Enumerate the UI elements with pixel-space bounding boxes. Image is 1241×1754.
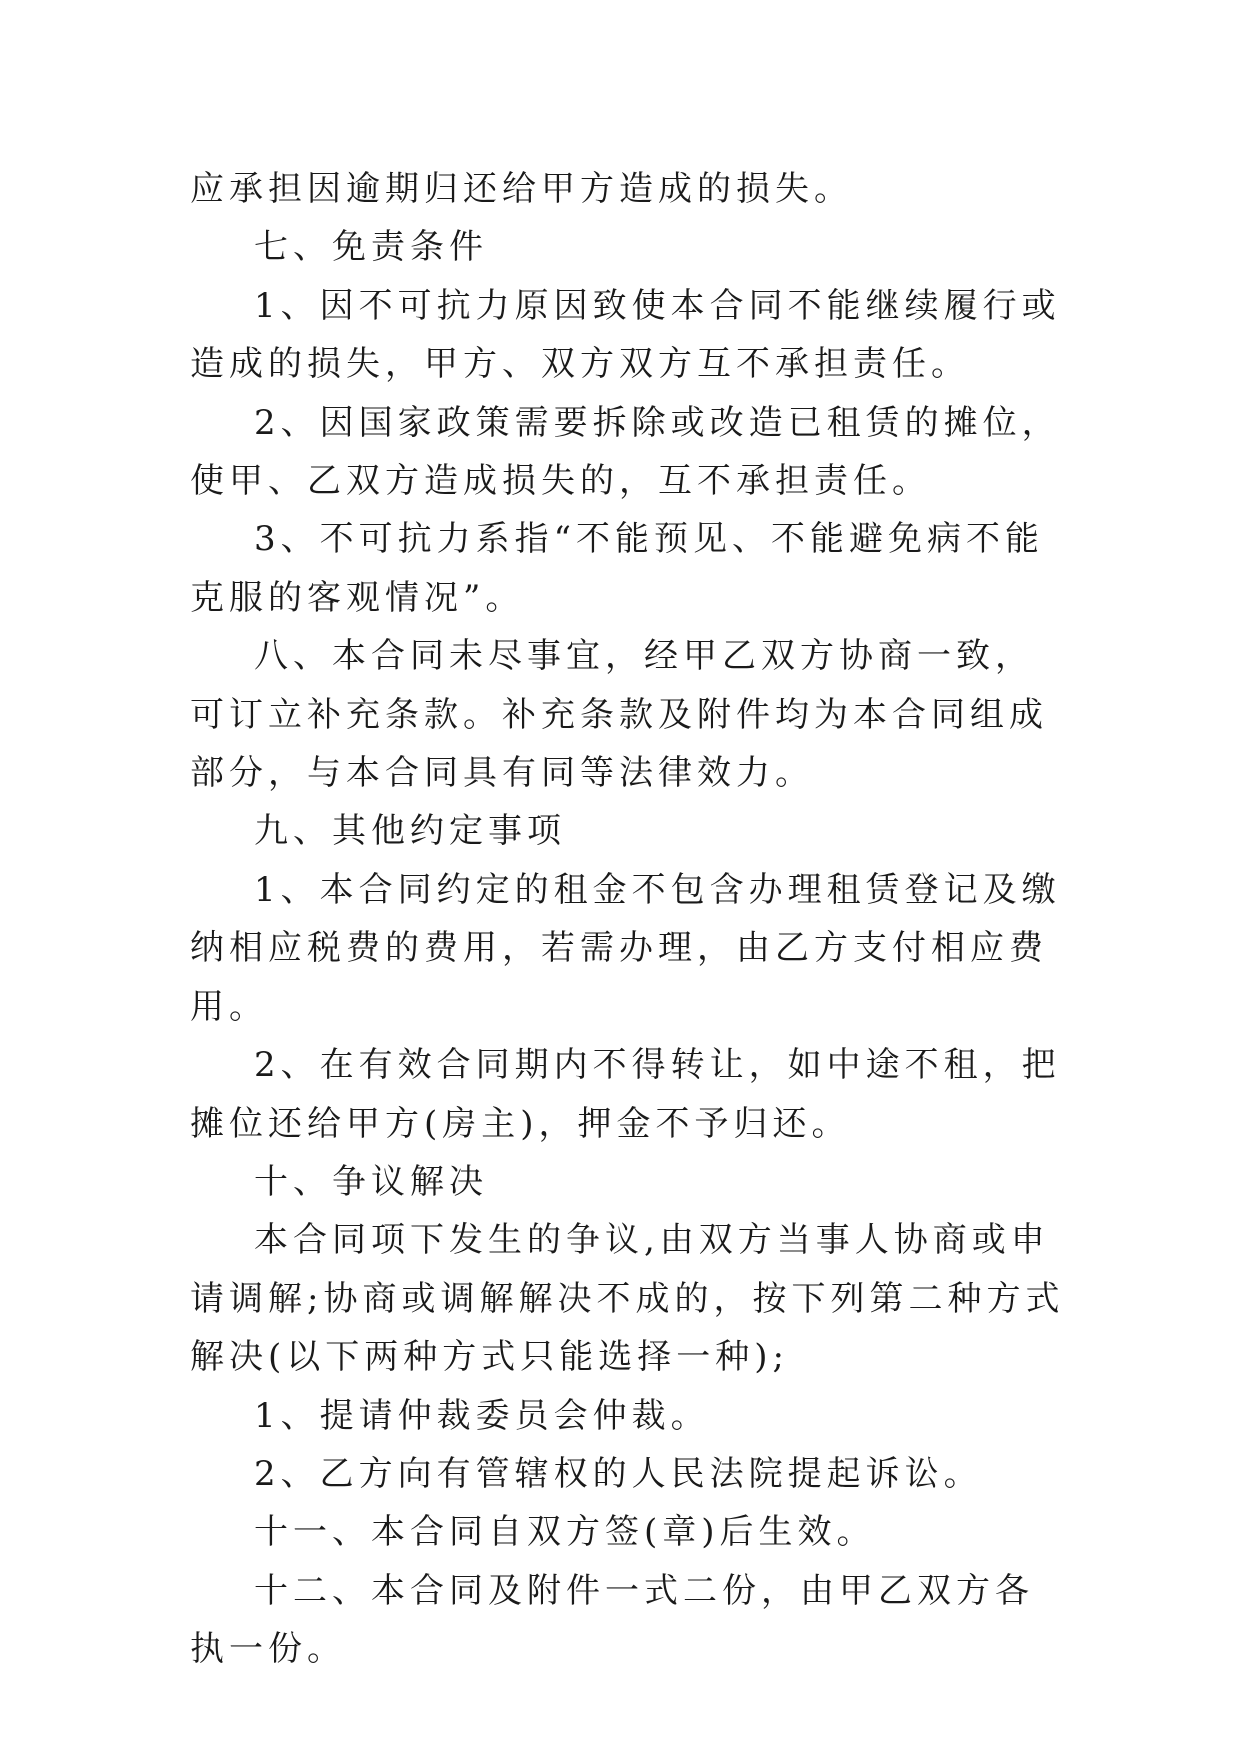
section-12: 十二、本合同及附件一式二份，由甲乙双方各执一份。 bbox=[190, 1570, 1034, 1670]
clause-7-2: 2、因国家政策需要拆除或改造已租赁的摊位，使甲、乙双方造成损失的，互不承担责任。 bbox=[190, 402, 1061, 502]
section-heading-9: 九、其他约定事项 bbox=[254, 811, 566, 852]
clause-9-1: 1、本合同约定的租金不包含办理租赁登记及缴纳相应税费的费用，若需办理，由乙方支付相应费用。 bbox=[190, 869, 1061, 1027]
section-heading-7: 七、免责条件 bbox=[254, 227, 488, 268]
clause-7-1: 1、因不可抗力原因致使本合同不能继续履行或造成的损失，甲方、双方双方互不承担责任。 bbox=[190, 285, 1061, 385]
section-8: 八、本合同未尽事宜，经甲乙双方协商一致，可订立补充条款。补充条款及附件均为本合同组成部分，与本合同具有同等法律效力。 bbox=[190, 636, 1048, 794]
section-heading-10: 十、争议解决 bbox=[254, 1161, 488, 1202]
clause-9-2: 2、在有效合同期内不得转让，如中途不租，把摊位还给甲方(房主)，押金不予归还。 bbox=[190, 1045, 1061, 1144]
section-11: 十一、本合同自双方签(章)后生效。 bbox=[254, 1512, 876, 1553]
section-10-body: 本合同项下发生的争议,由双方当事人协商或申请调解;协商或调解解决不成的，按下列第二种方式解决(以下两种方式只能选择一种); bbox=[190, 1220, 1065, 1378]
clause-7-3: 3、不可抗力系指“不能预见、不能避免病不能克服的客观情况”。 bbox=[190, 519, 1045, 618]
paragraph-1: 应承担因逾期归还给甲方造成的损失。 bbox=[190, 169, 853, 209]
clause-10-1: 1、提请仲裁委员会仲裁。 bbox=[254, 1395, 710, 1436]
document-body bbox=[190, 160, 1070, 1679]
clause-10-2: 2、乙方向有管辖权的人民法院提起诉讼。 bbox=[254, 1453, 983, 1494]
